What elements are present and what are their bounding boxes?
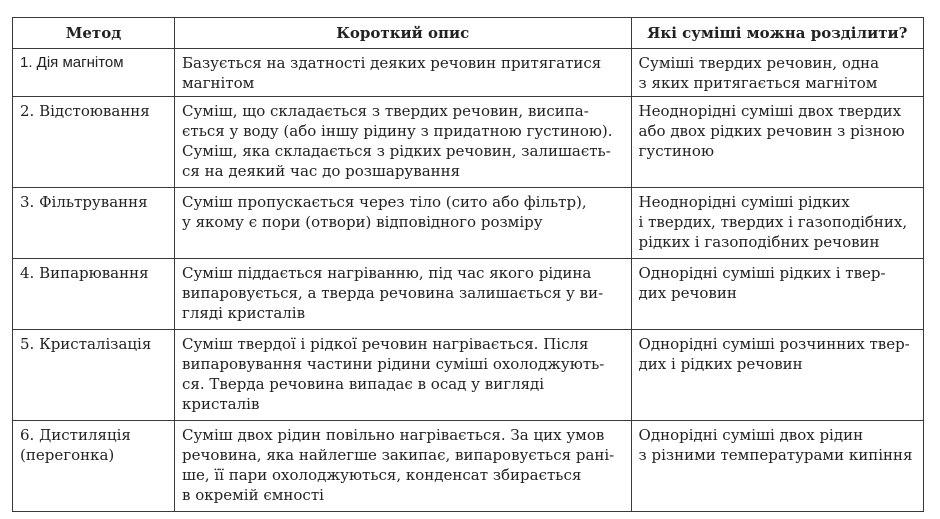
mixtures-line: густиною [638, 142, 715, 160]
method-line: 5. Кристалізація [20, 335, 152, 353]
mixtures-line: і твердих, твердих і газоподібних, [638, 213, 908, 231]
mixtures-line: з різними температурами кипіння [638, 446, 913, 464]
method-cell [13, 49, 175, 97]
description-line: ється у воду (або іншу рідину з придатною густиною). [182, 122, 613, 140]
table-row [13, 330, 924, 421]
header-description: Короткий опис [175, 18, 632, 49]
description-line: Базується на здатності деяких речовин притягатися [182, 54, 602, 72]
description-line: речовина, яка найлегше закипає, випаровується рані- [182, 446, 615, 464]
description-line: ся на деякий час до розшарування [182, 162, 461, 180]
mixtures-cell [631, 188, 923, 259]
table-row [13, 97, 924, 188]
method-line: (перегонка) [20, 446, 115, 464]
table-row [13, 188, 924, 259]
mixtures-line: Неоднорідні суміші рідких [638, 193, 850, 211]
mixtures-line: з яких притягається магнітом [638, 74, 878, 92]
mixtures-line: Неоднорідні суміші двох твердих [638, 102, 902, 120]
description-line: ше, її пари охолоджуються, конденсат збирається [182, 466, 582, 484]
description-line: Суміш пропускається через тіло (сито або фільтр), [182, 193, 587, 211]
description-line: гляді кристалів [182, 304, 306, 322]
mixtures-cell [631, 97, 923, 188]
mixtures-line: Однорідні суміші рідких і твер- [638, 264, 886, 282]
description-line: випаровується, а тверда речовина залишається у ви- [182, 284, 604, 302]
header-mixtures [631, 18, 923, 49]
method-cell [13, 97, 175, 188]
method-line: 2. Відстоювання [20, 102, 150, 120]
mixtures-line: Однорідні суміші двох рідин [638, 426, 864, 444]
mixtures-line: рідких і газоподібних речовин [638, 233, 880, 251]
method-cell [13, 330, 175, 421]
description-line: Суміш, яка складається з рідких речовин, залишаєть- [182, 142, 611, 160]
description-line: Суміш піддається нагріванню, під час якого рідина [182, 264, 592, 282]
method-cell [13, 421, 175, 512]
description-cell [175, 330, 632, 421]
description-cell [175, 259, 632, 330]
description-line: у якому є пори (отвори) відповідного розміру [182, 213, 543, 231]
header-mixtures-label: Які суміші можна розділити? [647, 24, 908, 42]
mixtures-line: дих речовин [638, 284, 737, 302]
mixtures-line: або двох рідких речовин з різною [638, 122, 905, 140]
description-line: магнітом [182, 74, 255, 92]
description-cell [175, 421, 632, 512]
description-cell [175, 188, 632, 259]
table-row [13, 49, 924, 97]
method-cell [13, 188, 175, 259]
description-cell [175, 49, 632, 97]
method-line: 3. Фільтрування [20, 193, 148, 211]
description-line: Суміш, що складається з твердих речовин, висипа- [182, 102, 589, 120]
method-line: 6. Дистиляція [20, 426, 131, 444]
description-line: випаровування частини рідини суміші охолоджують- [182, 355, 605, 373]
mixtures-cell [631, 259, 923, 330]
description-line: в окремій ємності [182, 486, 324, 504]
description-cell [175, 97, 632, 188]
mixtures-cell [631, 49, 923, 97]
mixtures-line: дих і рідких речовин [638, 355, 803, 373]
table-row [13, 259, 924, 330]
description-line: кристалів [182, 395, 260, 413]
method-cell [13, 259, 175, 330]
method-line: 4. Випарювання [20, 264, 149, 282]
method-line: 1. Дія магнітом [20, 54, 124, 71]
description-line: ся. Тверда речовина випадає в осад у вигляді [182, 375, 545, 393]
mixtures-cell [631, 421, 923, 512]
separation-methods-table [12, 17, 924, 512]
mixtures-line: Суміші твердих речовин, одна [638, 54, 880, 72]
mixtures-line: Однорідні суміші розчинних твер- [638, 335, 910, 353]
mixtures-cell [631, 330, 923, 421]
header-row [13, 18, 924, 49]
description-line: Суміш твердої і рідкої речовин нагрівається. Після [182, 335, 589, 353]
header-method: Метод [13, 18, 175, 49]
description-line: Суміш двох рідин повільно нагрівається. За цих умов [182, 426, 605, 444]
table-row [13, 421, 924, 512]
